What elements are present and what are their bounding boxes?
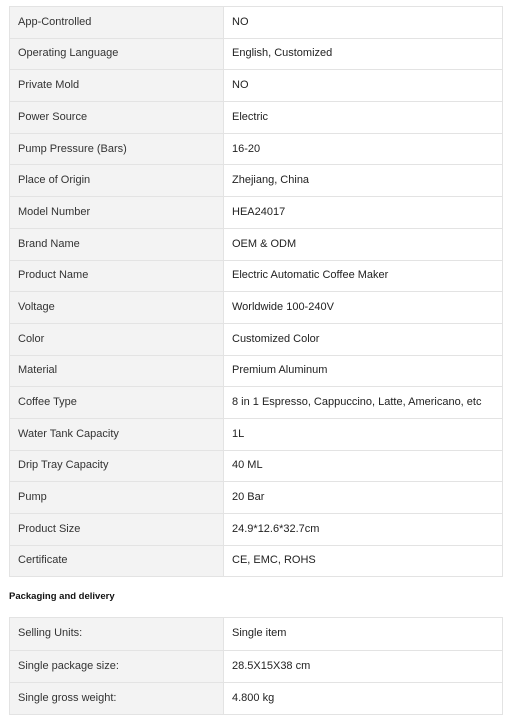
attribute-label: Product Name xyxy=(10,260,224,292)
attribute-value: Single item xyxy=(224,618,503,650)
attribute-row xyxy=(10,292,503,324)
attribute-value: 1L xyxy=(224,418,503,450)
attribute-row xyxy=(10,450,503,482)
attribute-label: Pump xyxy=(10,482,224,514)
attribute-row xyxy=(10,165,503,197)
attribute-label: Color xyxy=(10,323,224,355)
attribute-value: Electric Automatic Coffee Maker xyxy=(224,260,503,292)
attribute-row xyxy=(10,7,503,39)
attribute-value: Zhejiang, China xyxy=(224,165,503,197)
attribute-row xyxy=(10,70,503,102)
attribute-row xyxy=(10,482,503,514)
attribute-label: Power Source xyxy=(10,102,224,134)
attribute-label: Selling Units: xyxy=(10,618,224,650)
attribute-value: 28.5X15X38 cm xyxy=(224,650,503,682)
attribute-label: Single package size: xyxy=(10,650,224,682)
attribute-value: 8 in 1 Espresso, Cappuccino, Latte, Americano, etc xyxy=(224,387,503,419)
attribute-row xyxy=(10,260,503,292)
packaging-table-body xyxy=(10,618,503,715)
packaging-row xyxy=(10,618,503,650)
attribute-label: Brand Name xyxy=(10,228,224,260)
attribute-value: 40 ML xyxy=(224,450,503,482)
attribute-row xyxy=(10,545,503,577)
attribute-value: English, Customized xyxy=(224,38,503,70)
packaging-section-title: Packaging and delivery xyxy=(9,591,115,603)
attribute-row xyxy=(10,323,503,355)
attribute-value: NO xyxy=(224,7,503,39)
attribute-value: Worldwide 100-240V xyxy=(224,292,503,324)
attribute-row xyxy=(10,197,503,229)
attribute-label: Operating Language xyxy=(10,38,224,70)
attributes-table-body xyxy=(10,7,503,577)
product-specs xyxy=(9,6,503,715)
attribute-value: Electric xyxy=(224,102,503,134)
attribute-label: Product Size xyxy=(10,514,224,546)
attribute-value: Customized Color xyxy=(224,323,503,355)
attribute-row xyxy=(10,418,503,450)
attribute-label: Place of Origin xyxy=(10,165,224,197)
attribute-row xyxy=(10,38,503,70)
attribute-label: Water Tank Capacity xyxy=(10,418,224,450)
attribute-label: Coffee Type xyxy=(10,387,224,419)
attribute-label: Voltage xyxy=(10,292,224,324)
attribute-label: Single gross weight: xyxy=(10,682,224,714)
packaging-row xyxy=(10,650,503,682)
attribute-label: Drip Tray Capacity xyxy=(10,450,224,482)
attribute-value: CE, EMC, ROHS xyxy=(224,545,503,577)
attribute-label: Model Number xyxy=(10,197,224,229)
packaging-table xyxy=(9,617,503,715)
attribute-value: 24.9*12.6*32.7cm xyxy=(224,514,503,546)
attribute-value: NO xyxy=(224,70,503,102)
attribute-row xyxy=(10,228,503,260)
attribute-row xyxy=(10,514,503,546)
attribute-row xyxy=(10,102,503,134)
attribute-label: Private Mold xyxy=(10,70,224,102)
attribute-value: HEA24017 xyxy=(224,197,503,229)
packaging-row xyxy=(10,682,503,714)
attributes-table xyxy=(9,6,503,577)
attribute-row xyxy=(10,133,503,165)
attribute-row xyxy=(10,387,503,419)
attribute-label: Pump Pressure (Bars) xyxy=(10,133,224,165)
attribute-value: OEM & ODM xyxy=(224,228,503,260)
attribute-value: 16-20 xyxy=(224,133,503,165)
attribute-label: App-Controlled xyxy=(10,7,224,39)
attribute-value: Premium Aluminum xyxy=(224,355,503,387)
attribute-label: Certificate xyxy=(10,545,224,577)
attribute-row xyxy=(10,355,503,387)
attribute-value: 4.800 kg xyxy=(224,682,503,714)
attribute-label: Material xyxy=(10,355,224,387)
attribute-value: 20 Bar xyxy=(224,482,503,514)
